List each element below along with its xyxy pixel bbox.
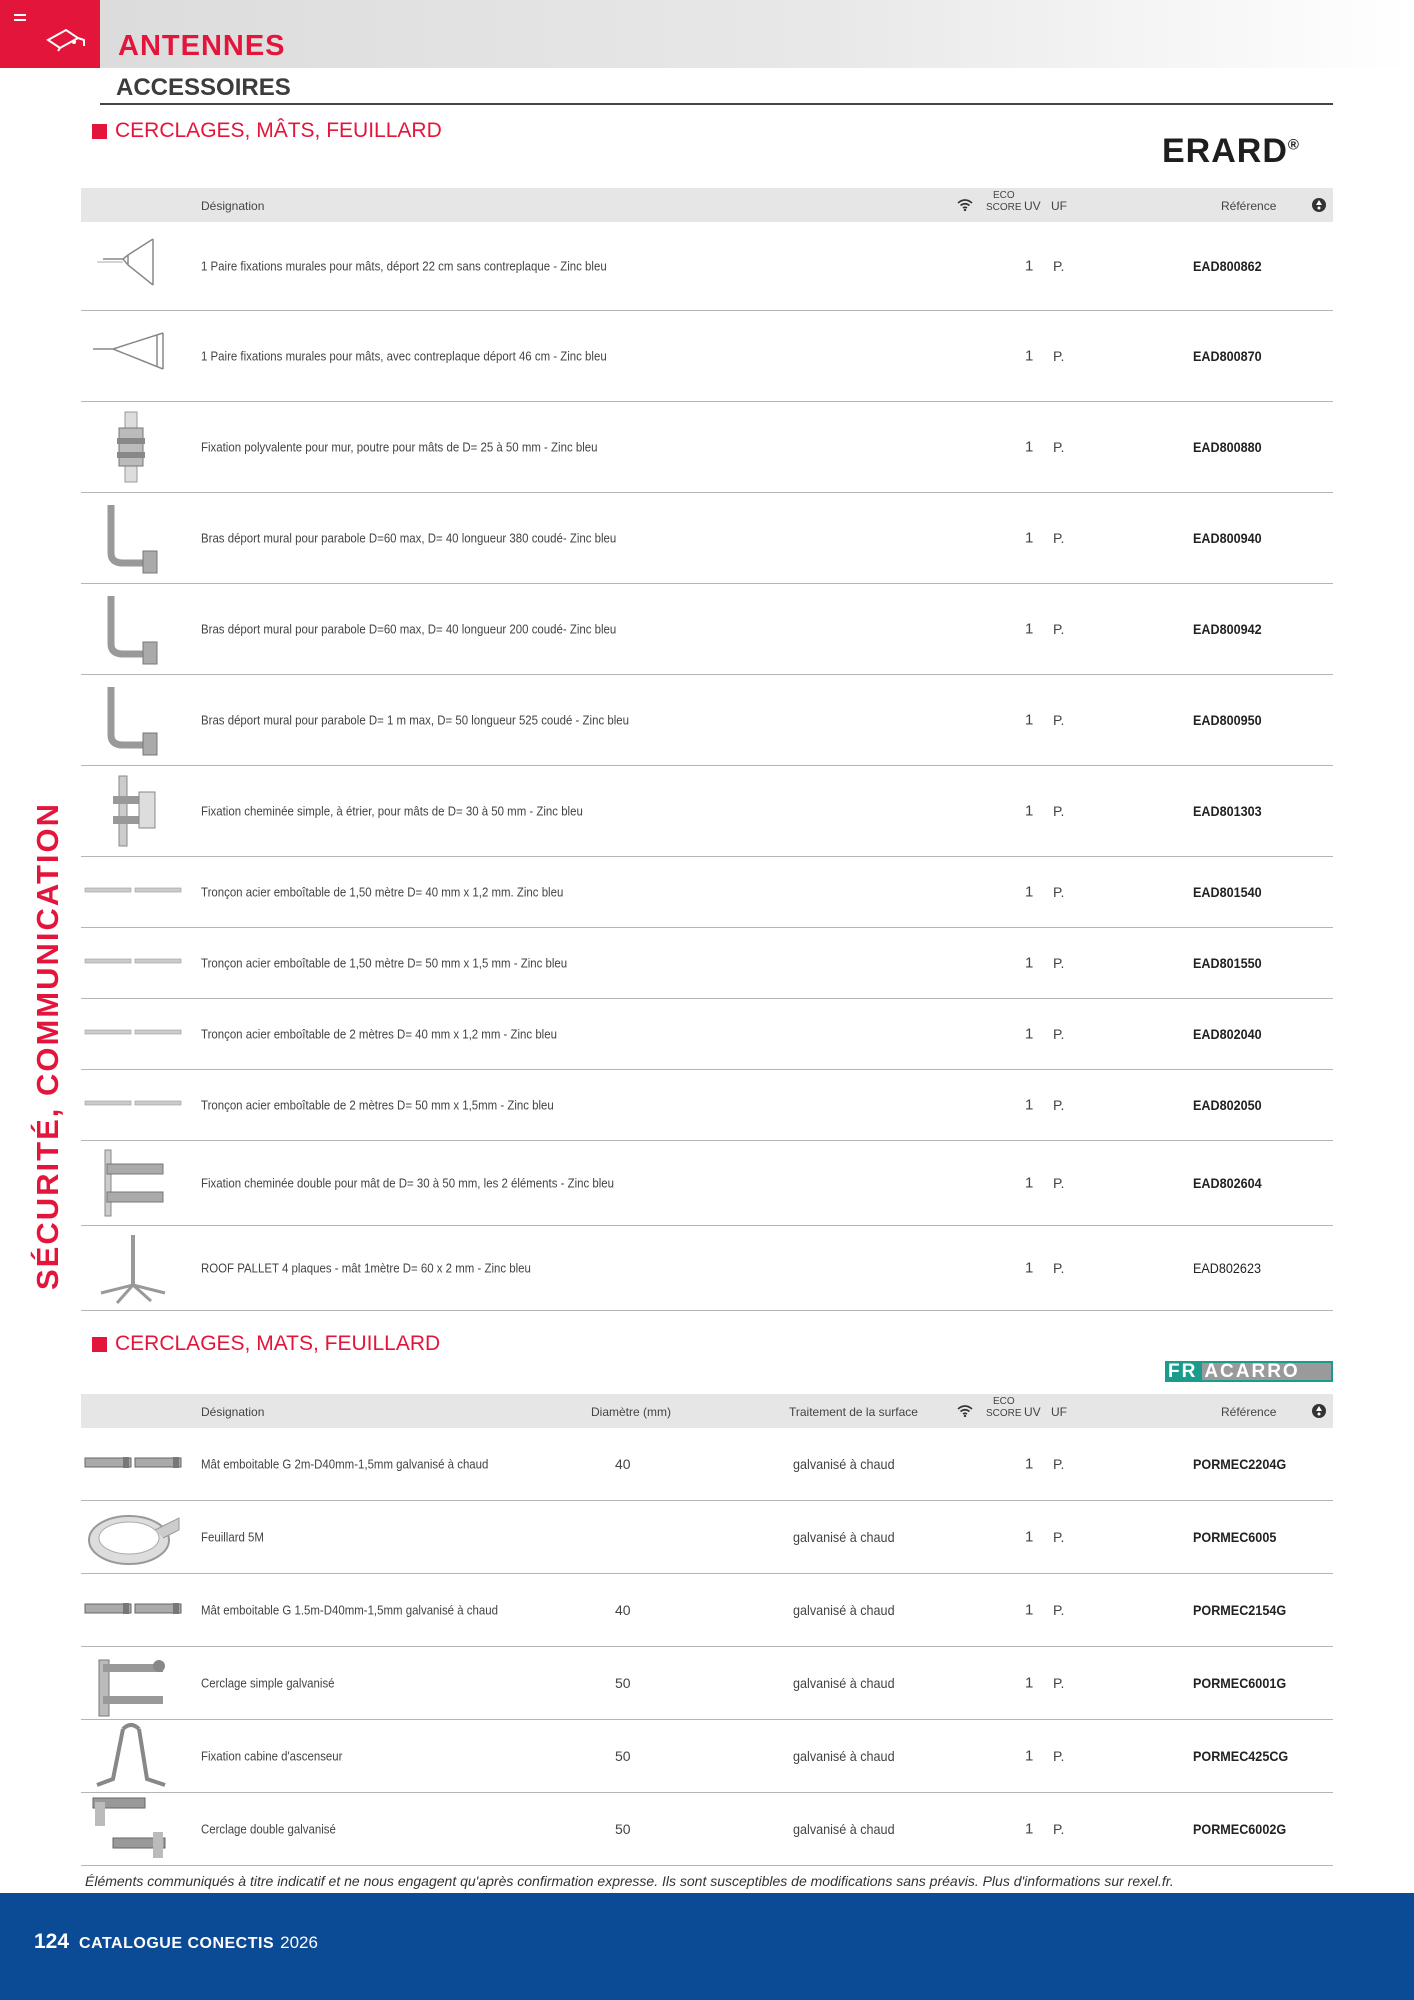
table-row[interactable] xyxy=(81,1720,1333,1793)
designation: Cerclage double galvanisé xyxy=(201,1821,336,1837)
reference[interactable]: PORMEC425CG xyxy=(1193,1748,1289,1764)
designation: Cerclage simple galvanisé xyxy=(201,1675,335,1691)
table-header xyxy=(81,1394,1333,1428)
product-thumbnail-tube-icon xyxy=(83,1068,183,1142)
recycle-icon xyxy=(1311,197,1327,213)
section2-heading xyxy=(92,1332,440,1356)
reference[interactable]: PORMEC6001G xyxy=(1193,1675,1287,1691)
uv-value: 1 xyxy=(1025,438,1034,456)
traitement-value: galvanisé à chaud xyxy=(793,1675,895,1691)
uv-value: 1 xyxy=(1025,954,1034,972)
reference[interactable]: PORMEC6002G xyxy=(1193,1821,1287,1837)
table-row[interactable] xyxy=(81,1501,1333,1574)
reference[interactable]: EAD801550 xyxy=(1193,955,1262,971)
uv-value: 1 xyxy=(1025,1601,1034,1619)
uf-value: P. xyxy=(1053,258,1065,274)
uv-value: 1 xyxy=(1025,883,1034,901)
uf-value: P. xyxy=(1053,530,1065,546)
table-row[interactable] xyxy=(81,493,1333,584)
traitement-value: galvanisé à chaud xyxy=(793,1748,895,1764)
designation: Fixation polyvalente pour mur, poutre pour mâts de D= 25 à 50 mm - Zinc bleu xyxy=(201,439,598,455)
section1-title: CERCLAGES, MÂTS, FEUILLARD xyxy=(115,119,442,142)
uf-value: P. xyxy=(1053,439,1065,455)
table-row[interactable] xyxy=(81,1226,1333,1311)
reference[interactable]: EAD802050 xyxy=(1193,1097,1262,1113)
table-row[interactable] xyxy=(81,311,1333,402)
reference[interactable]: EAD801303 xyxy=(1193,803,1262,819)
category-badge[interactable] xyxy=(0,0,100,68)
col-designation: Désignation xyxy=(201,199,265,213)
uf-value: P. xyxy=(1053,621,1065,637)
table-row[interactable] xyxy=(81,222,1333,311)
designation: 1 Paire fixations murales pour mâts, avec contreplaque déport 46 cm - Zinc bleu xyxy=(201,348,607,364)
product-thumbnail-wall-bracket-icon xyxy=(83,229,183,303)
catalogue-year: 2026 xyxy=(280,1933,318,1952)
uf-value: P. xyxy=(1053,1529,1065,1545)
uf-value: P. xyxy=(1053,1260,1065,1276)
designation: Feuillard 5M xyxy=(201,1529,264,1545)
designation: Tronçon acier emboîtable de 1,50 mètre D= 50 mm x 1,5 mm - Zinc bleu xyxy=(201,955,568,971)
reference[interactable]: EAD800880 xyxy=(1193,439,1262,455)
table-row[interactable] xyxy=(81,1428,1333,1501)
product-thumbnail-wall-bracket-long-icon xyxy=(83,319,183,393)
diametre-value: 50 xyxy=(615,1748,631,1764)
product-thumbnail-bent-arm-icon xyxy=(83,501,183,575)
uv-value: 1 xyxy=(1025,257,1034,275)
page-footer xyxy=(0,1893,1414,2000)
table-row[interactable] xyxy=(81,402,1333,493)
reference[interactable]: EAD802623 xyxy=(1193,1260,1261,1276)
product-thumbnail-lift-bracket-icon xyxy=(83,1719,183,1793)
uf-value: P. xyxy=(1053,1748,1065,1764)
table-row[interactable] xyxy=(81,1070,1333,1141)
disclaimer: Éléments communiqués à titre indicatif et ne nous engagent qu'après confirmation expresse. Ils sont susceptibles de modifications sans préavis. Plus d'informations sur rexel.fr. xyxy=(85,1873,1174,1889)
designation: Fixation cheminée double pour mât de D= 30 à 50 mm, les 2 éléments - Zinc bleu xyxy=(201,1175,615,1191)
reference[interactable]: PORMEC6005 xyxy=(1193,1529,1277,1545)
side-category-title: SÉCURITÉ, COMMUNICATION xyxy=(30,801,65,1290)
diametre-value: 50 xyxy=(615,1821,631,1837)
section1-heading xyxy=(92,119,442,143)
table-row[interactable] xyxy=(81,584,1333,675)
uv-value: 1 xyxy=(1025,1820,1034,1838)
designation: Tronçon acier emboîtable de 2 mètres D= 50 mm x 1,5mm - Zinc bleu xyxy=(201,1097,554,1113)
uf-value: P. xyxy=(1053,1097,1065,1113)
uf-value: P. xyxy=(1053,1026,1065,1042)
erard-logo: ERARD® xyxy=(1162,132,1300,170)
reference[interactable]: EAD800942 xyxy=(1193,621,1262,637)
col-eco-score: ECO SCORE xyxy=(986,1396,1022,1419)
section-marker xyxy=(92,124,107,139)
designation: Tronçon acier emboîtable de 2 mètres D= 40 mm x 1,2 mm - Zinc bleu xyxy=(201,1026,557,1042)
product-thumbnail-tube-icon xyxy=(83,926,183,1000)
traitement-value: galvanisé à chaud xyxy=(793,1602,895,1618)
uv-value: 1 xyxy=(1025,802,1034,820)
reference[interactable]: EAD800862 xyxy=(1193,258,1262,274)
designation: Bras déport mural pour parabole D= 1 m max, D= 50 longueur 525 coudé - Zinc bleu xyxy=(201,712,629,728)
uv-value: 1 xyxy=(1025,347,1034,365)
traitement-value: galvanisé à chaud xyxy=(793,1529,895,1545)
uv-value: 1 xyxy=(1025,529,1034,547)
product-thumbnail-chimney-clamp-icon xyxy=(83,774,183,848)
fracarro-product-table xyxy=(81,1394,1333,1866)
reference[interactable]: PORMEC2154G xyxy=(1193,1602,1287,1618)
uf-value: P. xyxy=(1053,884,1065,900)
subtitle-rule xyxy=(100,103,1333,105)
designation: Tronçon acier emboîtable de 1,50 mètre D= 40 mm x 1,2 mm. Zinc bleu xyxy=(201,884,564,900)
uv-value: 1 xyxy=(1025,1096,1034,1114)
table-row[interactable] xyxy=(81,1574,1333,1647)
table-row[interactable] xyxy=(81,766,1333,857)
col-uf: UF xyxy=(1051,1405,1067,1419)
designation: Mât emboitable G 1.5m-D40mm-1,5mm galvanisé à chaud xyxy=(201,1602,498,1618)
section2-title: CERCLAGES, MATS, FEUILLARD xyxy=(115,1332,441,1355)
header-band xyxy=(100,0,1414,68)
traitement-value: galvanisé à chaud xyxy=(793,1821,895,1837)
product-thumbnail-tube-icon xyxy=(83,997,183,1071)
product-thumbnail-tube-galva-icon xyxy=(83,1573,183,1647)
reference[interactable]: EAD802604 xyxy=(1193,1175,1262,1191)
product-thumbnail-clamp-fixture-icon xyxy=(83,410,183,484)
diametre-value: 50 xyxy=(615,1675,631,1691)
table-row[interactable] xyxy=(81,1141,1333,1226)
table-row[interactable] xyxy=(81,999,1333,1070)
uf-value: P. xyxy=(1053,348,1065,364)
col-reference: Référence xyxy=(1221,1405,1277,1419)
wifi-icon xyxy=(957,1405,973,1417)
diametre-value: 40 xyxy=(615,1602,631,1618)
col-designation: Désignation xyxy=(201,1405,265,1419)
reference[interactable]: EAD802040 xyxy=(1193,1026,1262,1042)
erard-product-table xyxy=(81,188,1333,1311)
col-uv: UV xyxy=(1024,199,1041,213)
uf-value: P. xyxy=(1053,1456,1065,1472)
col-reference: Référence xyxy=(1221,199,1277,213)
uv-value: 1 xyxy=(1025,711,1034,729)
reference[interactable]: EAD800940 xyxy=(1193,530,1262,546)
table-row[interactable] xyxy=(81,928,1333,999)
col-uv: UV xyxy=(1024,1405,1041,1419)
section-marker xyxy=(92,1337,107,1352)
uv-value: 1 xyxy=(1025,1747,1034,1765)
uf-value: P. xyxy=(1053,712,1065,728)
table-row[interactable] xyxy=(81,675,1333,766)
col-diametre: Diamètre (mm) xyxy=(591,1405,671,1419)
diametre-value: 40 xyxy=(615,1456,631,1472)
uf-value: P. xyxy=(1053,1602,1065,1618)
catalogue-name: CATALOGUE CONECTIS xyxy=(79,1935,275,1952)
reference[interactable]: PORMEC2204G xyxy=(1193,1456,1287,1472)
product-thumbnail-roof-pallet-icon xyxy=(83,1231,183,1305)
col-uf: UF xyxy=(1051,199,1067,213)
reference[interactable]: EAD801540 xyxy=(1193,884,1262,900)
uv-value: 1 xyxy=(1025,1528,1034,1546)
table-header xyxy=(81,188,1333,222)
designation: 1 Paire fixations murales pour mâts, déport 22 cm sans contreplaque - Zinc bleu xyxy=(201,258,607,274)
security-camera-icon xyxy=(44,26,88,52)
uf-value: P. xyxy=(1053,1675,1065,1691)
designation: Fixation cheminée simple, à étrier, pour mâts de D= 30 à 50 mm - Zinc bleu xyxy=(201,803,583,819)
product-thumbnail-strap-bracket-icon xyxy=(83,1646,183,1720)
col-eco-score: ECO SCORE xyxy=(986,190,1022,213)
uv-value: 1 xyxy=(1025,1025,1034,1043)
uf-value: P. xyxy=(1053,1821,1065,1837)
recycle-icon xyxy=(1311,1403,1327,1419)
product-thumbnail-chimney-double-icon xyxy=(83,1146,183,1220)
designation: Bras déport mural pour parabole D=60 max, D= 40 longueur 380 coudé- Zinc bleu xyxy=(201,530,617,546)
reference[interactable]: EAD800950 xyxy=(1193,712,1262,728)
designation: Fixation cabine d'ascenseur xyxy=(201,1748,343,1764)
reference[interactable]: EAD800870 xyxy=(1193,348,1262,364)
table-row[interactable] xyxy=(81,1793,1333,1866)
product-thumbnail-bent-arm-icon xyxy=(83,683,183,757)
product-thumbnail-strap-bracket-double-icon xyxy=(83,1792,183,1866)
product-thumbnail-tube-icon xyxy=(83,855,183,929)
page-subtitle: ACCESSOIRES xyxy=(116,74,291,101)
product-thumbnail-bent-arm-icon xyxy=(83,592,183,666)
page-number: 124 xyxy=(34,1930,70,1953)
designation: Mât emboitable G 2m-D40mm-1,5mm galvanisé à chaud xyxy=(201,1456,489,1472)
col-traitement: Traitement de la surface xyxy=(789,1405,918,1419)
table-row[interactable] xyxy=(81,1647,1333,1720)
uf-value: P. xyxy=(1053,955,1065,971)
menu-icon[interactable] xyxy=(14,14,26,26)
designation: ROOF PALLET 4 plaques - mât 1mètre D= 60 x 2 mm - Zinc bleu xyxy=(201,1260,531,1276)
page-title: ANTENNES xyxy=(118,30,286,62)
footer-text xyxy=(34,1930,318,1954)
uv-value: 1 xyxy=(1025,1174,1034,1192)
uf-value: P. xyxy=(1053,1175,1065,1191)
uv-value: 1 xyxy=(1025,620,1034,638)
uv-value: 1 xyxy=(1025,1259,1034,1277)
uv-value: 1 xyxy=(1025,1674,1034,1692)
product-thumbnail-tube-galva-icon xyxy=(83,1427,183,1501)
fracarro-logo: FR ACARRO xyxy=(1165,1361,1333,1382)
product-thumbnail-strap-roll-icon xyxy=(83,1500,183,1574)
uf-value: P. xyxy=(1053,803,1065,819)
table-row[interactable] xyxy=(81,857,1333,928)
uv-value: 1 xyxy=(1025,1455,1034,1473)
designation: Bras déport mural pour parabole D=60 max, D= 40 longueur 200 coudé- Zinc bleu xyxy=(201,621,617,637)
traitement-value: galvanisé à chaud xyxy=(793,1456,895,1472)
wifi-icon xyxy=(957,199,973,211)
